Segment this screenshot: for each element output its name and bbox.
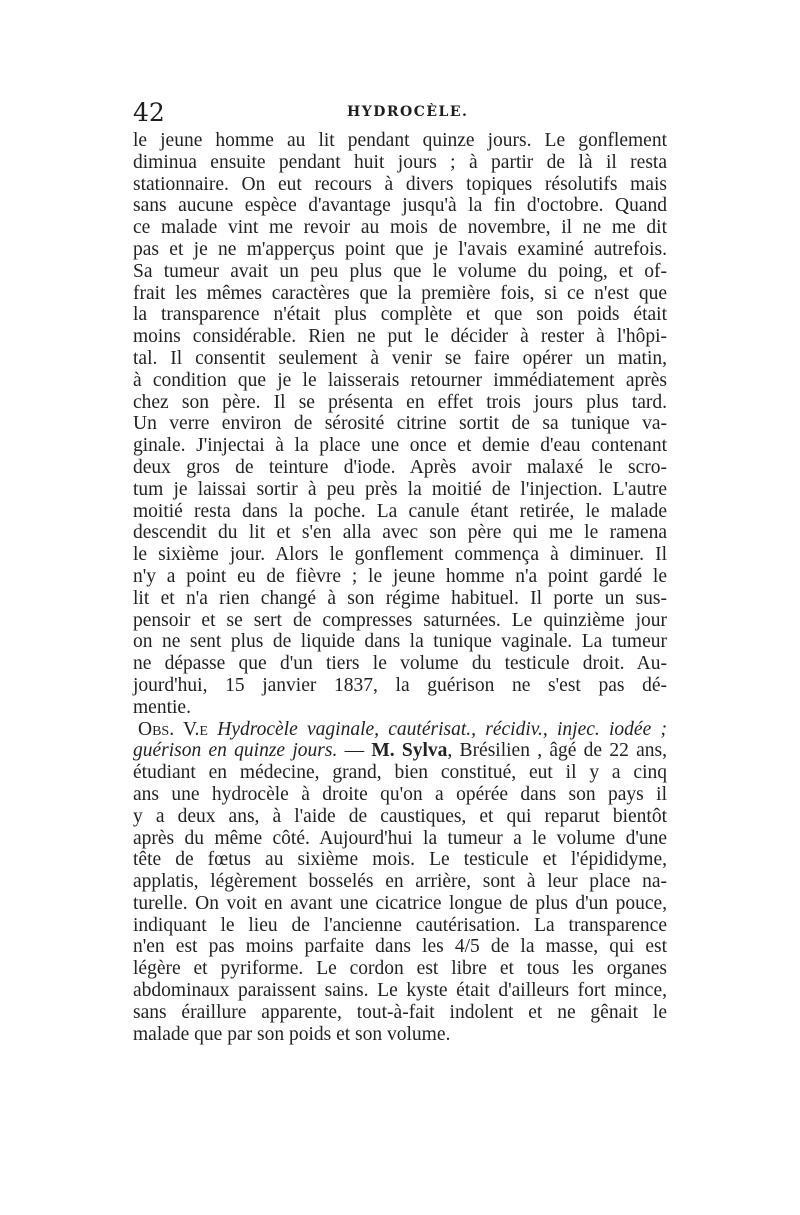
text-line: ce malade vint me revoir au mois de novembre, il ne me dit [133, 217, 667, 239]
paragraph-case-continuation [133, 130, 667, 719]
text-line: deux gros de teinture d'iode. Après avoir malaxé le scro- [133, 456, 667, 478]
text-line: malade que par son poids et son volume. [133, 1023, 451, 1045]
text-line: sans éraillure apparente, tout-à-fait indolent et ne gênait le [133, 1001, 667, 1023]
page-header [133, 98, 667, 128]
text-line: n'y a point eu de fièvre ; le jeune homme n'a point gardé le [133, 565, 667, 587]
observation-heading-line [133, 719, 667, 741]
text-line: jourd'hui, 15 janvier 1837, la guérison ne s'est pas dé- [133, 674, 667, 696]
text-line: turelle. On voit en avant une cicatrice longue de plus d'un pouce, [133, 892, 667, 914]
observation-title-cont: guérison en quinze jours. [133, 740, 338, 762]
page-number: 42 [133, 98, 165, 127]
text-line: ne dépasse que d'un tiers le volume du testicule droit. Au- [133, 653, 667, 675]
text-line: tête de fœtus au sixième mois. Le testicule et l'épididyme, [133, 849, 667, 871]
text-line: ginale. J'injectai à la place une once et demie d'eau contenant [133, 435, 667, 457]
text-line: chez son père. Il se présenta en effet trois jours plus tard. [133, 391, 667, 413]
text-line: lit et n'a rien changé à son régime habituel. Il porte un sus- [133, 587, 667, 609]
text-line: descendit du lit et s'en alla avec son père qui me le ramena [133, 522, 667, 544]
observation-heading-line-2 [133, 740, 667, 762]
text-line: frait les mêmes caractères que la première fois, si ce n'est que [133, 282, 667, 304]
text-line: applatis, légèrement bosselés en arrière, sont à leur place na- [133, 871, 667, 893]
text-line: tal. Il consentit seulement à venir se faire opérer un matin, [133, 347, 667, 369]
text-line: Un verre environ de sérosité citrine sortit de sa tunique va- [133, 413, 667, 435]
text-line: tum je laissai sortir à peu près la moitié de l'injection. L'autre [133, 478, 667, 500]
paragraph-observation-5 [133, 719, 667, 1046]
em-dash: — [337, 740, 372, 762]
observation-title: Hydrocèle vaginale, cautérisat., récidiv., injec. iodée ; [217, 718, 667, 740]
text-line: le jeune homme au lit pendant quinze jours. Le gonflement [133, 130, 667, 151]
text-line: légère et pyriforme. Le cordon est libre et tous les organes [133, 958, 667, 980]
text-line: abdominaux paraissent sains. Le kyste était d'ailleurs fort mince, [133, 980, 667, 1002]
text-line: étudiant en médecine, grand, bien constitué, eut il y a cinq [133, 762, 667, 784]
text-line: sans aucune espèce d'avantage jusqu'à la fin d'octobre. Quand [133, 195, 667, 217]
running-head: HYDROCÈLE. [347, 104, 469, 120]
text-line: n'en est pas moins parfaite dans les 4/5 de la masse, qui est [133, 936, 667, 958]
text-line: mentie. [133, 696, 191, 718]
text-line: ans une hydrocèle à droite qu'on a opérée dans son pays il [133, 783, 667, 805]
text-line: la transparence n'était plus complète et que son poids était [133, 304, 667, 326]
observation-label: Obs. V.e [138, 718, 208, 740]
page-body [133, 130, 667, 1045]
text-line: stationnaire. On eut recours à divers topiques résolutifs mais [133, 173, 667, 195]
text-line: pas et je ne m'apperçus point que je l'avais examiné autrefois. [133, 238, 667, 260]
patient-name: M. Sylva [371, 740, 448, 762]
text-line: le sixième jour. Alors le gonflement commença à diminuer. Il [133, 544, 667, 566]
text-line: moins considérable. Rien ne put le décider à rester à l'hôpi- [133, 326, 667, 348]
text-line: à condition que je le laisserais retourner immédiatement après [133, 369, 667, 391]
text-line: on ne sent plus de liquide dans la tunique vaginale. La tumeur [133, 631, 667, 653]
text-line: y a deux ans, à l'aide de caustiques, et qui reparut bientôt [133, 805, 667, 827]
text-line: moitié resta dans la poche. La canule étant retirée, le malade [133, 500, 667, 522]
observation-first-line-rest: , Brésilien , âgé de 22 ans, [447, 740, 667, 762]
text-line: diminua ensuite pendant huit jours ; à partir de là il resta [133, 151, 667, 173]
text-line: après du même côté. Aujourd'hui la tumeur a le volume d'une [133, 827, 667, 849]
text-line: indiquant le lieu de l'ancienne cautérisation. La transparence [133, 914, 667, 936]
text-line: pensoir et se sert de compresses saturnées. Le quinzième jour [133, 609, 667, 631]
text-line: Sa tumeur avait un peu plus que le volume du poing, et of- [133, 260, 667, 282]
